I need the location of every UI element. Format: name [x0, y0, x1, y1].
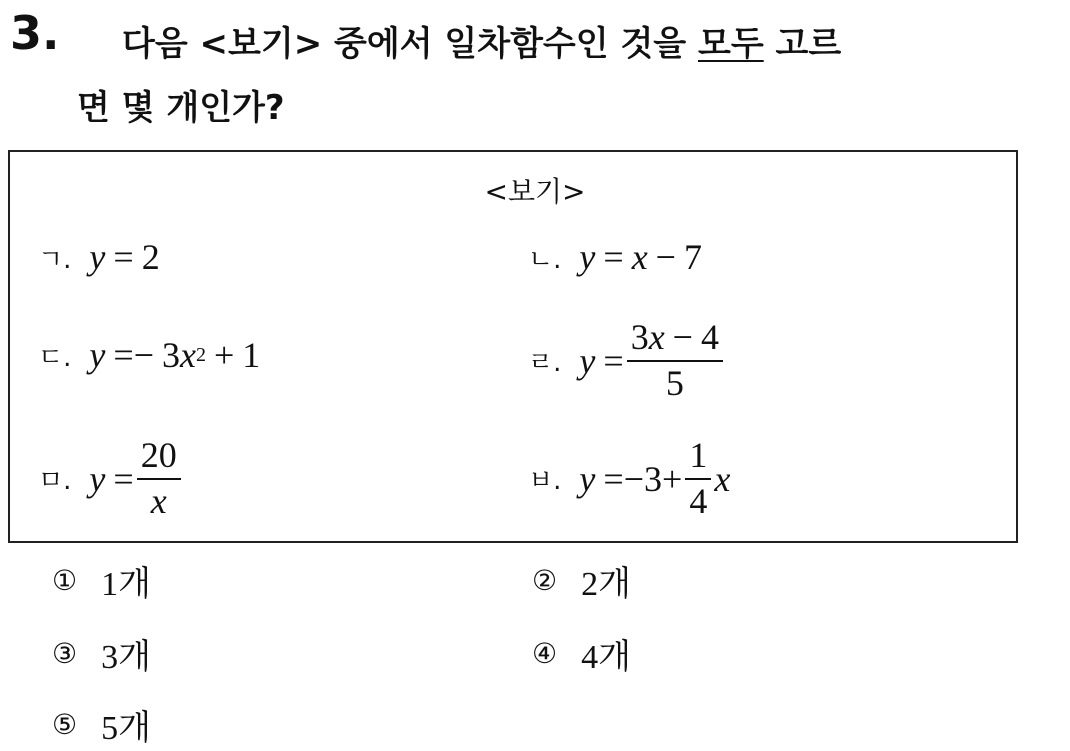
item-mark: ㅁ.	[38, 466, 72, 497]
choice-1[interactable]	[52, 556, 151, 605]
question-text-part: 다음 <보기> 중에서 일차함수인 것을	[122, 24, 687, 64]
item-equation: y = x − 7	[579, 237, 702, 277]
item-mark: ㅂ.	[528, 466, 562, 497]
item-equation: y = − 3 x 2 + 1	[89, 335, 261, 375]
choice-3[interactable]	[52, 629, 151, 678]
item-mark: ㄴ.	[528, 244, 562, 275]
item-mark: ㄱ.	[38, 244, 72, 275]
fraction: $\frac{3x - 4}{5}$	[627, 318, 723, 403]
fraction: $\frac{20}{x}$	[137, 436, 181, 521]
question-text-line-1	[122, 16, 841, 65]
item-equation: y = 2	[89, 237, 160, 277]
example-item-2	[528, 236, 702, 278]
choice-number-icon: ⑤	[52, 708, 78, 741]
examples-box-title: <보기>	[484, 175, 586, 208]
choice-number-icon: ③	[52, 637, 78, 670]
choice-label: 2개	[581, 566, 631, 603]
example-item-5	[38, 436, 184, 521]
question-text-part: 고르	[775, 24, 842, 64]
choice-5[interactable]	[52, 700, 151, 749]
item-mark: ㄷ.	[38, 342, 72, 373]
example-item-4	[528, 318, 726, 403]
choice-number-icon: ②	[532, 564, 558, 597]
choice-label: 3개	[101, 639, 151, 676]
choice-label: 4개	[581, 639, 631, 676]
question-text-line-2: 면 몇 개인가?	[77, 88, 285, 128]
example-item-1	[38, 236, 160, 278]
item-equation: y = $\frac{3x - 4}{5}$	[579, 318, 726, 403]
item-mark: ㄹ.	[528, 348, 562, 379]
choice-number-icon: ①	[52, 564, 78, 597]
emphasis-underlined: 모두	[697, 24, 764, 64]
item-equation: y = $\frac{20}{x}$	[89, 436, 183, 521]
choice-number-icon: ④	[532, 637, 558, 670]
choice-2[interactable]	[532, 556, 631, 605]
choice-4[interactable]	[532, 629, 631, 678]
example-item-6	[528, 436, 730, 521]
fraction: $\frac{1}{4}$	[685, 436, 711, 521]
example-item-3	[38, 334, 260, 376]
choice-label: 1개	[101, 566, 151, 603]
choice-label: 5개	[101, 710, 151, 747]
question-number: 3.	[10, 6, 60, 60]
item-equation: y = − 3 + $\frac{1}{4}$ x	[579, 435, 731, 521]
